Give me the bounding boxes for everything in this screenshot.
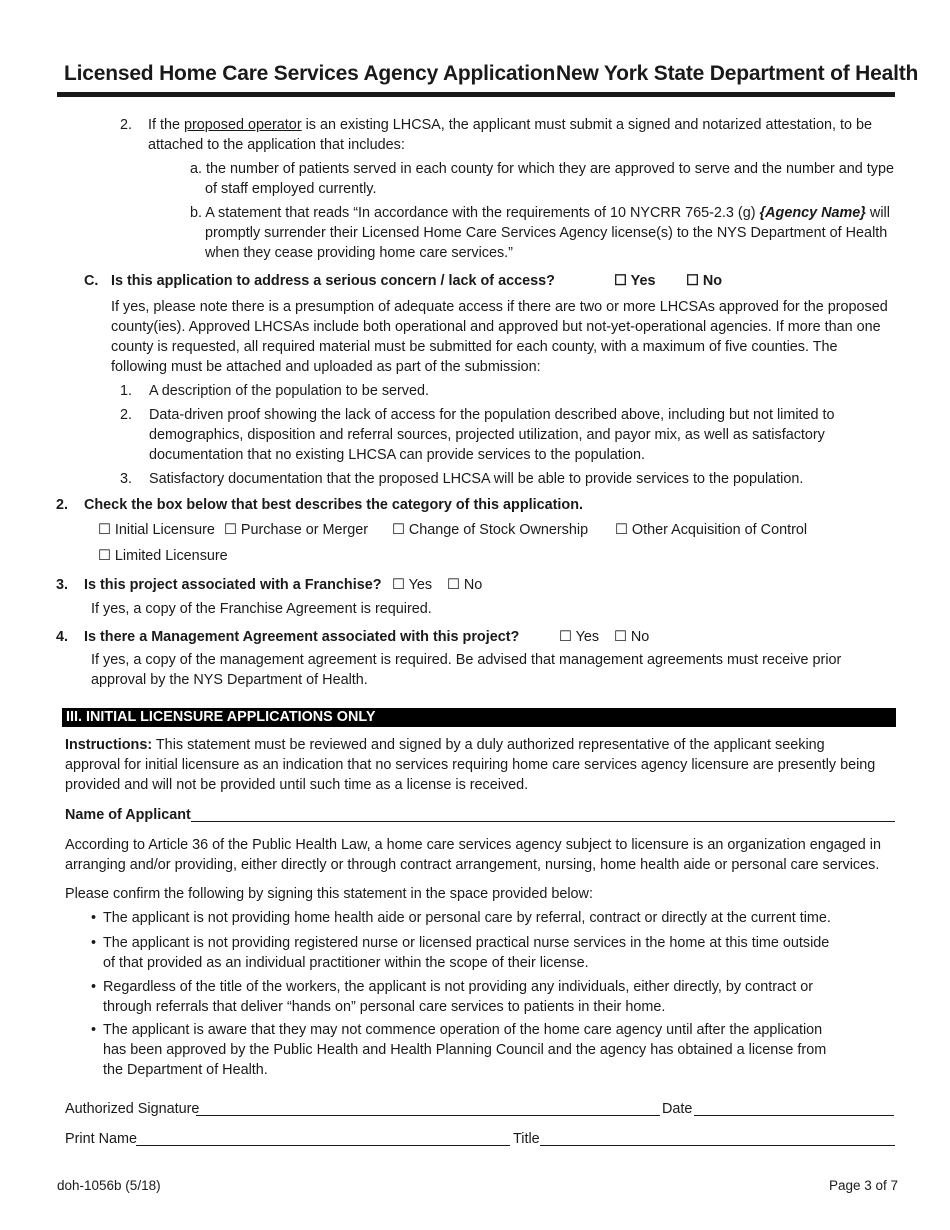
confirm-instruction: Please confirm the following by signing this statement in the space provided below: — [65, 886, 593, 902]
item2-text: If the proposed operator is an existing LHCSA, the applicant must submit a signed and notarized attestation, to be attached to the application that includes: — [148, 117, 872, 153]
limited-licensure-checkbox[interactable]: ☐ Limited Licensure — [98, 548, 228, 564]
section-c-letter: C. — [84, 273, 99, 289]
agency-name: New York State Department of Health — [556, 62, 919, 85]
section-c-no-checkbox[interactable]: ☐ No — [686, 273, 723, 289]
title-field[interactable] — [540, 1145, 895, 1146]
q2-number: 2. — [56, 497, 69, 513]
title-label: Title — [513, 1131, 540, 1147]
q4-question: Is there a Management Agreement associated with this project? — [84, 629, 520, 645]
document-title: Licensed Home Care Services Agency Application — [64, 62, 556, 85]
confirmation-bullet: • The applicant is not providing home health aide or personal care by referral, contract or directly at the current time. — [103, 908, 863, 928]
management-yes-checkbox[interactable]: ☐ Yes — [559, 629, 600, 645]
change-stock-ownership-checkbox[interactable]: ☐ Change of Stock Ownership — [392, 522, 589, 538]
section-c-yes-checkbox[interactable]: ☐ Yes — [614, 273, 656, 289]
item2-subitem-a: a. the number of patients served in each county for which they are approved to serve and the number and type of staff employed currently. — [190, 161, 894, 197]
other-acquisition-checkbox[interactable]: ☐ Other Acquisition of Control — [615, 522, 808, 538]
section-c-item: Data-driven proof showing the lack of access for the population described above, including but not limited to demographics, disposition and referral sources, projected utilization, and payor mix, as well as satisfactory documentation that no existing LHCSA can provide services to the population. — [149, 407, 835, 463]
management-no-checkbox[interactable]: ☐ No — [614, 629, 650, 645]
q3-note: If yes, a copy of the Franchise Agreement is required. — [91, 601, 432, 617]
form-id: doh-1056b (5/18) — [57, 1178, 161, 1193]
franchise-yes-checkbox[interactable]: ☐ Yes — [392, 577, 433, 593]
item2-number: 2. — [120, 117, 133, 133]
print-name-label: Print Name — [65, 1131, 137, 1147]
name-of-applicant-label: Name of Applicant — [65, 807, 191, 823]
section-c-item-number: 1. — [120, 383, 133, 399]
purchase-merger-checkbox[interactable]: ☐ Purchase or Merger — [224, 522, 369, 538]
section-3-heading: III. INITIAL LICENSURE APPLICATIONS ONLY — [62, 708, 896, 727]
section-c-item-number: 2. — [120, 407, 133, 423]
q4-note: If yes, a copy of the management agreement is required. Be advised that management agreements must receive prior approval by the NYS Department of Health. — [91, 652, 842, 688]
authorized-signature-label: Authorized Signature — [65, 1101, 200, 1117]
header-rule — [57, 92, 895, 97]
section-c-question: Is this application to address a serious concern / lack of access? — [111, 273, 555, 289]
date-field[interactable] — [694, 1115, 894, 1116]
q4-number: 4. — [56, 629, 69, 645]
q2-question: Check the box below that best describes the category of this application. — [84, 497, 583, 513]
date-label: Date — [662, 1101, 693, 1117]
confirmation-bullet: • The applicant is not providing registered nurse or licensed practical nurse services in the home at this time outside of that provided as an individual practitioner within the scope of their license. — [103, 933, 838, 973]
authorized-signature-field[interactable] — [196, 1115, 660, 1116]
page-number: Page 3 of 7 — [829, 1178, 899, 1193]
print-name-field[interactable] — [136, 1145, 510, 1146]
instructions: Instructions: This statement must be reviewed and signed by a duly authorized representative of the applicant seeking approval for initial licensure as an indication that no services requiring home care services agency licensure are presently being provided and will not be provided until such time as a license is received. — [65, 737, 876, 793]
franchise-no-checkbox[interactable]: ☐ No — [447, 577, 483, 593]
section-c-item-number: 3. — [120, 471, 133, 487]
confirmation-bullet: • The applicant is aware that they may not commence operation of the home care agency until after the application has been approved by the Public Health and Health Planning Council and the agency has obtained a license from the Department of Health. — [103, 1020, 843, 1080]
section-c-item: A description of the population to be served. — [149, 383, 430, 399]
item2-subitem-b: b. A statement that reads “In accordance with the requirements of 10 NYCRR 765-2.3 (g) {Agency Name} will promptly surrender their Licensed Home Care Services Agency license(s) to the NYS Department of Health when they cease providing home care services.” — [190, 205, 890, 261]
q3-question: Is this project associated with a Franchise? — [84, 577, 382, 593]
initial-licensure-checkbox[interactable]: ☐ Initial Licensure — [98, 522, 215, 538]
article-36-text: According to Article 36 of the Public Health Law, a home care services agency subject to licensure is an organization engaged in arranging and/or providing, either directly or through contract arrangement, nursing, home health aide or personal care services. — [65, 837, 881, 873]
section-c-item: Satisfactory documentation that the proposed LHCSA will be able to provide services to the population. — [149, 471, 804, 487]
section-c-paragraph: If yes, please note there is a presumption of adequate access if there are two or more LHCSAs approved for the proposed county(ies). Approved LHCSAs include both operational and approved but not-yet-operational agencies. If more than one county is requested, all required material must be submitted for each county, with a maximum of five counties. The following must be attached and uploaded as part of the submission: — [111, 299, 888, 375]
q3-number: 3. — [56, 577, 69, 593]
name-of-applicant-field[interactable] — [191, 821, 895, 822]
confirmation-bullet: • Regardless of the title of the workers, the applicant is not providing any individuals, either directly, by contract or through referrals that deliver “hands on” personal care services to patients in their home. — [103, 977, 863, 1017]
